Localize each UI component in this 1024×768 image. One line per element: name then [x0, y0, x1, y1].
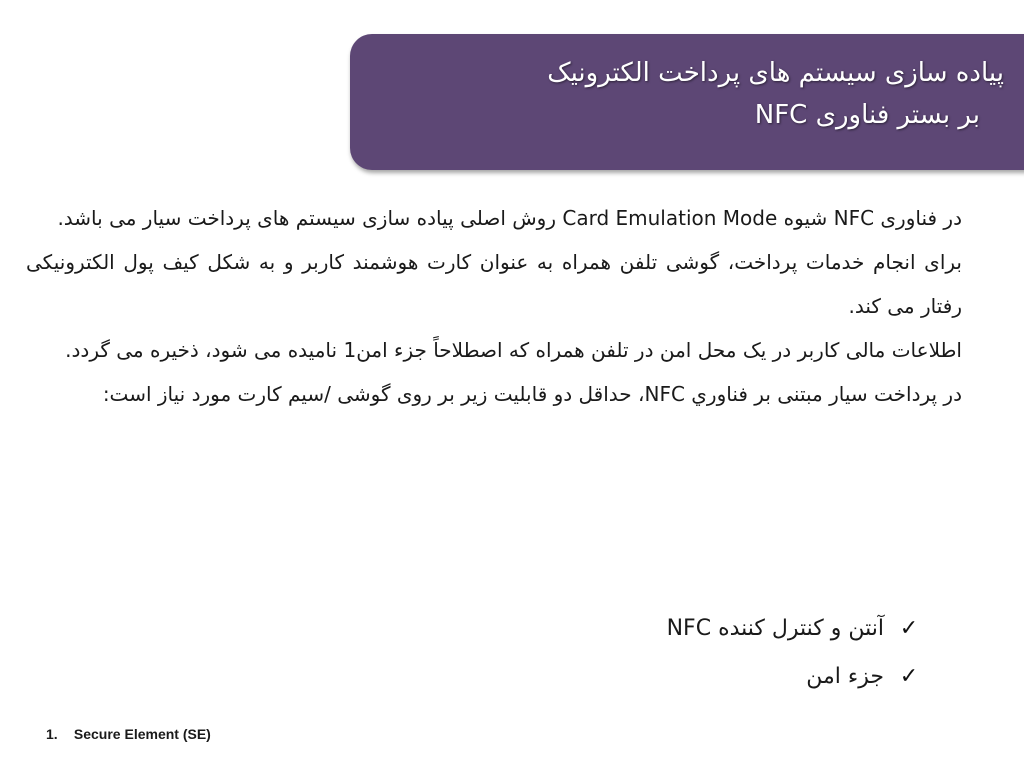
checkmark-icon: ✓	[899, 663, 919, 689]
slide-title-line-1: پیاده سازی سیستم های پرداخت الکترونیک	[547, 58, 1004, 88]
checklist-item-secure-element	[500, 652, 920, 700]
paragraph-secure-element: اطلاعات مالی کاربر در یک محل امن در تلفن همراه که اصطلاحاً جزء امن1 نامیده می شود، ذخیره می گردد.	[65, 338, 962, 362]
footnote-number: 1.	[46, 726, 58, 742]
requirements-checklist	[500, 604, 920, 700]
paragraph-requirements: در پرداخت سیار مبتنی بر فناوري NFC، حداقل دو قابلیت زیر بر روی گوشی /سیم کارت مورد نیاز است:	[102, 382, 962, 406]
paragraph-payment-services: برای انجام خدمات پرداخت، گوشی تلفن همراه به عنوان کارت هوشمند کاربر و به شکل کیف پول الکترونیکی رفتار می کند.	[26, 250, 962, 318]
checkmark-icon: ✓	[899, 615, 919, 641]
checklist-item-nfc-antenna	[500, 604, 920, 652]
checklist-label: آنتن و کنترل کننده NFC	[666, 615, 884, 641]
slide-title-line-2: بر بستر فناوری NFC	[754, 100, 980, 130]
paragraph-card-emulation: در فناوری NFC شیوه Card Emulation Mode روش اصلی پیاده سازی سیستم های پرداخت سیار می باشد.	[57, 206, 962, 230]
title-banner	[350, 34, 1024, 170]
body-text	[26, 196, 962, 416]
footnote-text: Secure Element (SE)	[73, 726, 211, 742]
checklist-label: جزء امن	[806, 663, 884, 689]
footnote	[46, 726, 211, 742]
